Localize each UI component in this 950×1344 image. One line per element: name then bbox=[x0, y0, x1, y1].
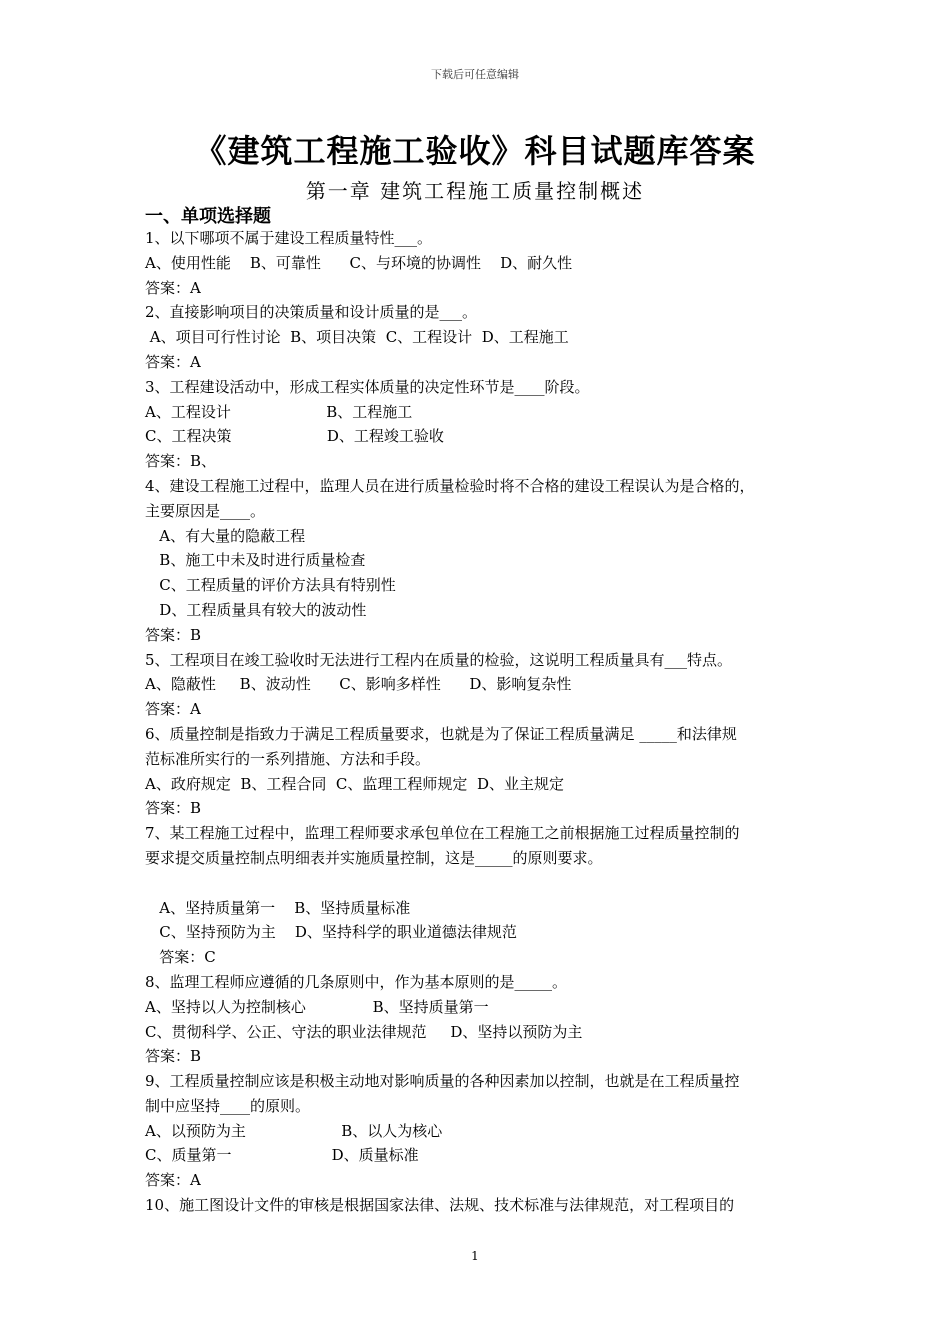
section-heading: 一、单项选择题 bbox=[145, 206, 271, 227]
text-line: 1、以下哪项不属于建设工程质量特性___。 bbox=[145, 229, 433, 247]
blank-line bbox=[145, 871, 825, 896]
text-line: 主要原因是____。 bbox=[145, 501, 266, 520]
text-line: 答案：A bbox=[145, 352, 201, 371]
text-line: A、有大量的隐蔽工程 bbox=[145, 526, 306, 545]
text-line: 答案：B bbox=[145, 1047, 202, 1066]
text-line: B、施工中未及时进行质量检查 bbox=[145, 551, 366, 570]
text-line: 答案：A bbox=[145, 1171, 201, 1190]
text-line: A、坚持质量第一 B、坚持质量标准 bbox=[145, 898, 411, 917]
text-line: 10、施工图设计文件的审核是根据国家法律、法规、技术标准与法律规范，对工程项目的 bbox=[145, 1196, 735, 1215]
text-line: A、政府规定 B、工程合同 C、监理工程师规定 D、业主规定 bbox=[145, 774, 564, 793]
document-title: 《建筑工程施工验收》科目试题库答案 bbox=[194, 132, 756, 170]
text-line: 8、监理工程师应遵循的几条原则中，作为基本原则的是_____。 bbox=[145, 972, 568, 991]
text-line: A、坚持以人为控制核心 B、坚持质量第一 bbox=[145, 997, 489, 1016]
text-line: 7、某工程施工过程中，监理工程师要求承包单位在工程施工之前根据施工过程质量控制的 bbox=[145, 824, 740, 843]
text-line: C、工程质量的评价方法具有特别性 bbox=[145, 576, 396, 595]
question-list bbox=[145, 226, 825, 1218]
text-line: 要求提交质量控制点明细表并实施质量控制，这是_____的原则要求。 bbox=[145, 848, 603, 867]
text-line: A、项目可行性讨论 B、项目决策 C、工程设计 D、工程施工 bbox=[145, 328, 569, 347]
text-line: 答案：A bbox=[145, 700, 201, 719]
text-line: A、隐蔽性 B、波动性 C、影响多样性 D、影响复杂性 bbox=[145, 675, 572, 694]
text-line: A、以预防为主 B、以人为核心 bbox=[145, 1121, 443, 1140]
text-line: C、坚持预防为主 D、坚持科学的职业道德法律规范 bbox=[145, 923, 517, 942]
text-line: 2、直接影响项目的决策质量和设计质量的是___。 bbox=[145, 303, 478, 322]
text-line: 答案：B、 bbox=[145, 452, 217, 471]
text-line: 9、工程质量控制应该是积极主动地对影响质量的各种因素加以控制，也就是在工程质量控 bbox=[145, 1072, 740, 1091]
text-line: 范标准所实行的一系列措施、方法和手段。 bbox=[145, 749, 431, 768]
text-line: C、质量第一 D、质量标准 bbox=[145, 1146, 419, 1165]
text-line: 制中应坚持____的原则。 bbox=[145, 1096, 311, 1115]
page-number: 1 bbox=[471, 1249, 479, 1263]
text-line: 答案：C bbox=[145, 948, 216, 967]
text-line: D、工程质量具有较大的波动性 bbox=[145, 600, 367, 619]
text-line: 6、质量控制是指致力于满足工程质量要求，也就是为了保证工程质量满足 _____和法律规 bbox=[145, 724, 737, 743]
text-line: C、贯彻科学、公正、守法的职业法律规范 D、坚持以预防为主 bbox=[145, 1022, 583, 1041]
page-header: 下载后可任意编辑 bbox=[431, 68, 519, 81]
text-line: 答案：B bbox=[145, 799, 202, 818]
chapter-heading: 第一章 建筑工程施工质量控制概述 bbox=[305, 179, 645, 203]
text-line: 5、工程项目在竣工验收时无法进行工程内在质量的检验，这说明工程质量具有___特点。 bbox=[145, 650, 733, 669]
text-line: C、工程决策 D、工程竣工验收 bbox=[145, 427, 444, 446]
text-line: 答案：B bbox=[145, 625, 202, 644]
text-line: A、使用性能 B、可靠性 C、与环境的协调性 D、耐久性 bbox=[145, 253, 573, 272]
text-line: 4、建设工程施工过程中，监理人员在进行质量检验时将不合格的建设工程误认为是合格的， bbox=[145, 476, 755, 495]
text-line: A、工程设计 B、工程施工 bbox=[145, 402, 413, 421]
text-line: 答案：A bbox=[145, 278, 201, 297]
text-line: 3、工程建设活动中，形成工程实体质量的决定性环节是____阶段。 bbox=[145, 377, 590, 396]
